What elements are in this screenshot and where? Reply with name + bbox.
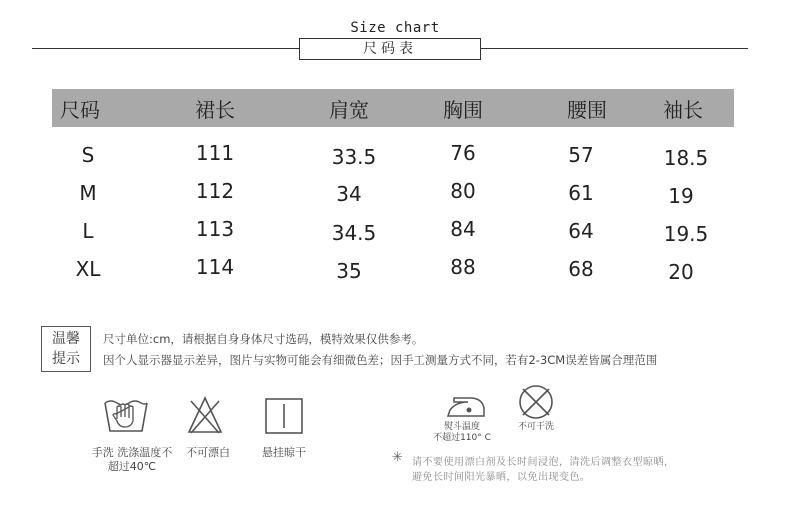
cell-dress-length: 113 bbox=[195, 217, 235, 241]
cell-waist: 57 bbox=[568, 143, 594, 167]
cell-bust: 80 bbox=[450, 179, 476, 203]
iron-icon bbox=[442, 390, 486, 422]
cell-dress-length: 114 bbox=[195, 255, 235, 279]
cell-dress-length: 112 bbox=[195, 179, 235, 203]
tips-label-line2: 提示 bbox=[52, 351, 80, 367]
cell-sleeve: 18.5 bbox=[663, 146, 709, 170]
cell-size: L bbox=[82, 219, 94, 243]
cell-shoulder: 34.5 bbox=[331, 221, 377, 245]
cell-waist: 61 bbox=[568, 181, 594, 205]
care-warning-line2: 避免长时间阳光暴晒，以免出现变色。 bbox=[412, 472, 591, 483]
cell-shoulder: 35 bbox=[336, 259, 362, 283]
asterisk-icon: ✳ bbox=[392, 450, 403, 465]
table-header-bar bbox=[52, 89, 734, 127]
hand-wash-label-line1: 手洗 洗涤温度不 bbox=[91, 446, 173, 459]
no-dry-clean-label: 不可干洗 bbox=[517, 422, 554, 432]
cell-sleeve: 20 bbox=[668, 260, 694, 284]
iron-label bbox=[422, 422, 502, 444]
header-shoulder: 肩宽 bbox=[329, 98, 369, 122]
title-divider-right bbox=[480, 48, 748, 49]
cell-shoulder: 34 bbox=[336, 182, 362, 206]
cell-shoulder: 33.5 bbox=[331, 145, 377, 169]
chart-title-english: Size chart bbox=[350, 20, 440, 36]
cell-waist: 68 bbox=[568, 257, 594, 281]
hang-dry-label: 悬挂晾干 bbox=[262, 446, 306, 459]
cell-sleeve: 19 bbox=[668, 184, 694, 208]
cell-sleeve: 19.5 bbox=[663, 222, 709, 246]
header-dress-length: 裙长 bbox=[195, 98, 235, 122]
cell-size: XL bbox=[75, 257, 101, 281]
note-measurement: 尺寸单位:cm，请根据自身身体尺寸选码，模特效果仅供参考。 bbox=[103, 332, 424, 346]
hang-dry-icon bbox=[264, 397, 304, 435]
hand-wash-label-line2: 超过40℃ bbox=[107, 460, 157, 473]
header-waist: 腰围 bbox=[567, 98, 607, 122]
care-warning-line1: 请不要使用漂白剂及长时间浸泡，清洗后调整衣型晾晒， bbox=[412, 457, 675, 468]
title-divider-left bbox=[32, 48, 300, 49]
cell-bust: 84 bbox=[450, 217, 476, 241]
header-bust: 胸围 bbox=[443, 98, 483, 122]
header-sleeve: 袖长 bbox=[663, 98, 703, 122]
cell-bust: 76 bbox=[450, 141, 476, 165]
no-bleach-icon bbox=[187, 395, 223, 435]
cell-dress-length: 111 bbox=[195, 141, 235, 165]
iron-label-line1: 熨斗温度 bbox=[443, 422, 480, 432]
cell-waist: 64 bbox=[568, 219, 594, 243]
header-size: 尺码 bbox=[60, 98, 100, 122]
tips-label-line1: 温馨 bbox=[52, 331, 80, 347]
hand-wash-label bbox=[84, 446, 180, 474]
cell-size: M bbox=[79, 181, 97, 205]
no-dry-clean-icon bbox=[517, 383, 555, 421]
tips-label-box bbox=[41, 326, 91, 372]
cell-bust: 88 bbox=[450, 255, 476, 279]
iron-label-line2: 不超过110° C bbox=[433, 433, 491, 443]
cell-size: S bbox=[81, 143, 95, 167]
note-color-difference: 因个人显示器显示差异，图片与实物可能会有细微色差；因手工测量方式不同，若有2-3CM误差皆属合理范围 bbox=[103, 353, 658, 367]
hand-wash-icon bbox=[103, 393, 149, 435]
chart-title-chinese: 尺码表 bbox=[299, 38, 481, 60]
no-bleach-label: 不可漂白 bbox=[186, 446, 230, 459]
